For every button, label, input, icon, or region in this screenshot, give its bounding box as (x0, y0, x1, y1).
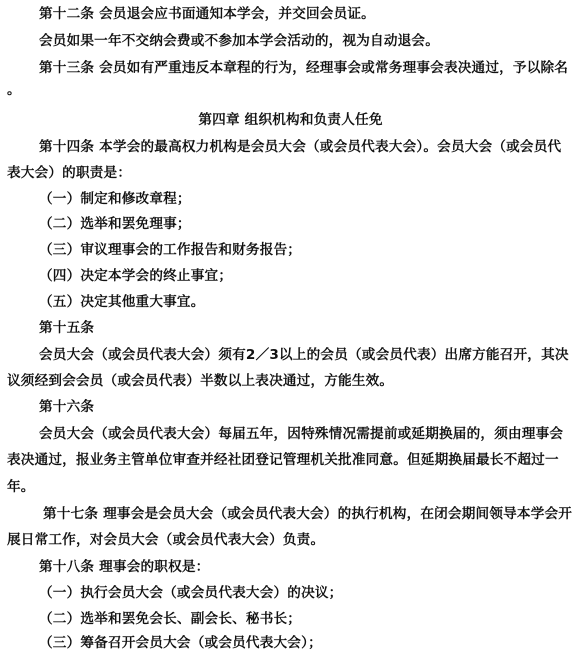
power-item-3: （三）筹备召开会员大会（或会员代表大会）； (39, 635, 322, 651)
article-17-line: 第十七条 理事会是会员大会（或会员代表大会）的执行机构，在闭会期间领导本学会开 (43, 506, 573, 522)
article-17-continued-line: 展日常工作，对会员大会（或会员代表大会）负责。 (7, 532, 325, 548)
chapter-4-heading: 第四章 组织机构和负责人任免 (198, 112, 383, 128)
article-14-line: 第十四条 本学会的最高权力机构是会员大会（或会员代表大会）。会员大会（或会员代 (39, 139, 562, 155)
article-16-continued-line: 表决通过，报业务主管单位审查并经社团登记管理机关批准同意。但延期换届最长不超过一 (7, 452, 559, 468)
article-18-line: 第十八条 理事会的职权是： (39, 559, 210, 575)
article-16-end-line: 年。 (7, 479, 35, 495)
duty-item-5: （五）决定其他重大事宜。 (39, 294, 205, 310)
duty-item-2: （二）选举和罢免理事； (39, 216, 191, 232)
article-15-continued-line: 议须经到会会员（或会员代表）半数以上表决通过，方能生效。 (7, 373, 394, 389)
duty-item-1: （一）制定和修改章程； (39, 191, 191, 207)
power-item-1: （一）执行会员大会（或会员代表大会）的决议； (39, 585, 343, 601)
article-16-heading: 第十六条 (39, 399, 95, 415)
article-12-line: 第十二条 会员退会应书面通知本学会，并交回会员证。 (39, 6, 375, 22)
article-14-continued-line: 表大会）的职责是： (7, 165, 132, 181)
power-item-2: （二）选举和罢免会长、副会长、秘书长； (39, 611, 302, 627)
article-13-line: 第十三条 会员如有严重违反本章程的行为，经理事会或常务理事会表决通过，予以除名 (39, 60, 569, 76)
article-15-heading: 第十五条 (39, 320, 95, 336)
duty-item-3: （三）审议理事会的工作报告和财务报告； (39, 242, 302, 258)
article-13-period: 。 (7, 82, 21, 98)
article-15-line: 会员大会（或会员代表大会）须有2／3以上的会员（或会员代表）出席方能召开，其决 (39, 347, 569, 363)
membership-lapse-line: 会员如果一年不交纳会费或不参加本学会活动的，视为自动退会。 (39, 33, 440, 49)
duty-item-4: （四）决定本学会的终止事宜； (39, 268, 233, 284)
article-16-line: 会员大会（或会员代表大会）每届五年，因特殊情况需提前或延期换届的，须由理事会 (39, 426, 564, 442)
